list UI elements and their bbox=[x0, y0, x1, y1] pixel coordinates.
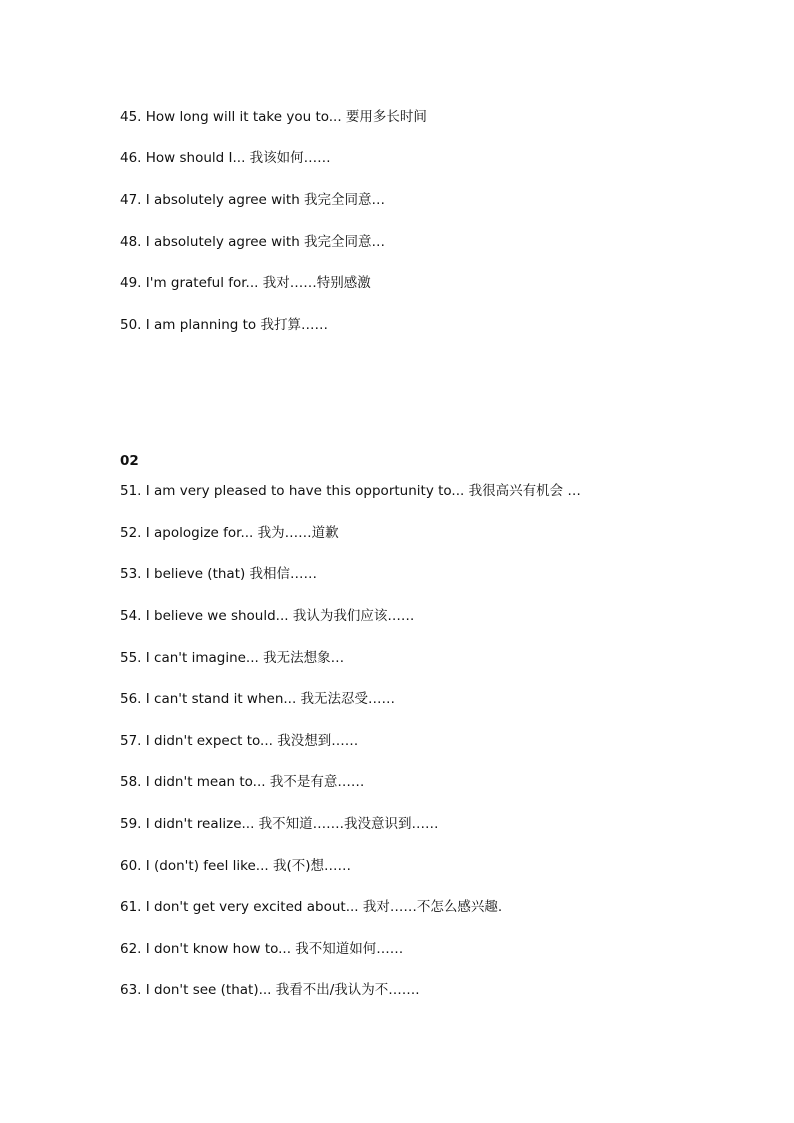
phrase-62: 62. I don't know how to... 我不知道如何…… bbox=[120, 941, 404, 957]
phrase-53: 53. I believe (that) 我相信…… bbox=[120, 566, 318, 582]
phrase-60: 60. I (don't) feel like... 我(不)想…… bbox=[120, 858, 351, 874]
phrase-54: 54. I believe we should... 我认为我们应该…… bbox=[120, 608, 415, 624]
phrase-46: 46. How should I... 我该如何…… bbox=[120, 150, 331, 166]
phrase-47: 47. I absolutely agree with 我完全同意… bbox=[120, 192, 386, 208]
phrase-57: 57. I didn't expect to... 我没想到…… bbox=[120, 733, 359, 749]
phrase-55: 55. I can't imagine... 我无法想象… bbox=[120, 650, 345, 666]
phrase-59: 59. I didn't realize... 我不知道…….我没意识到…… bbox=[120, 816, 439, 832]
phrase-56: 56. I can't stand it when... 我无法忍受…… bbox=[120, 691, 396, 707]
section-heading: 02 bbox=[120, 453, 139, 469]
phrase-63: 63. I don't see (that)... 我看不出/我认为不……. bbox=[120, 982, 420, 998]
phrase-61: 61. I don't get very excited about... 我对……不怎么感兴趣. bbox=[120, 899, 503, 915]
phrase-50: 50. I am planning to 我打算…… bbox=[120, 317, 328, 333]
phrase-48: 48. I absolutely agree with 我完全同意… bbox=[120, 234, 386, 250]
phrase-45: 45. How long will it take you to... 要用多长时间 bbox=[120, 109, 427, 125]
phrase-49: 49. I'm grateful for... 我对……特别感激 bbox=[120, 275, 371, 291]
phrase-52: 52. I apologize for... 我为……道歉 bbox=[120, 525, 339, 541]
phrase-58: 58. I didn't mean to... 我不是有意…… bbox=[120, 774, 365, 790]
phrase-51: 51. I am very pleased to have this opportunity to... 我很高兴有机会 … bbox=[120, 483, 581, 499]
